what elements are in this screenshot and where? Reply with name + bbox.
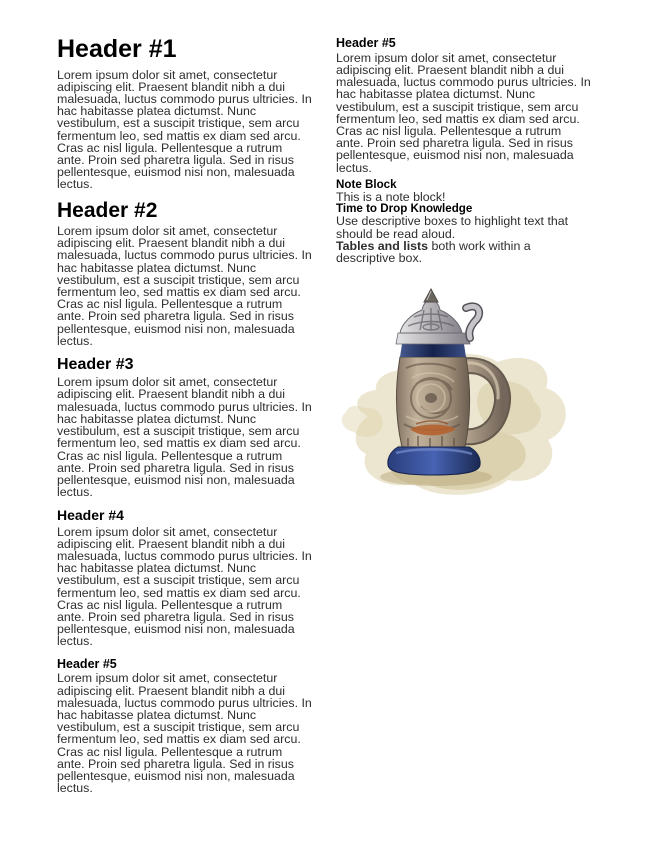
heading-3: Header #3: [57, 355, 134, 373]
paragraph: Lorem ipsum dolor sit amet, consectetur adipiscing elit. Praesent blandit nibh a dui malesuada, luctus commodo purus ultricies. In hac habitasse platea dictumst. Nunc vestibulum, est a suscipit tristique, sem arcu fermentum leo, sed mattis ex diam sed arcu. Cras ac nisl ligula. Pellentesque a rutrum ante. Proin sed pharetra ligula. Sed in risus pellentesque, euismod nisi non, malesuada lectus.: [336, 50, 591, 175]
heading-2: Header #2: [57, 198, 158, 222]
paragraph: Lorem ipsum dolor sit amet, consectetur adipiscing elit. Praesent blandit nibh a dui malesuada, luctus commodo purus ultricies. In hac habitasse platea dictumst. Nunc vestibulum, est a suscipit tristique, sem arcu fermentum leo, sed mattis ex diam sed arcu. Cras ac nisl ligula. Pellentesque a rutrum ante. Proin sed pharetra ligula. Sed in risus pellentesque, euismod nisi non, malesuada lectus.: [57, 67, 312, 192]
tables-lists-rest: both work within a descriptive box.: [336, 238, 531, 265]
stein-top-band: [400, 344, 466, 357]
tables-lists-text: [336, 240, 592, 264]
paragraph: Lorem ipsum dolor sit amet, consectetur adipiscing elit. Praesent blandit nibh a dui malesuada, luctus commodo purus ultricies. In hac habitasse platea dictumst. Nunc vestibulum, est a suscipit tristique, sem arcu fermentum leo, sed mattis ex diam sed arcu. Cras ac nisl ligula. Pellentesque a rutrum ante. Proin sed pharetra ligula. Sed in risus pellentesque, euismod nisi non, malesuada lectus.: [57, 524, 312, 649]
heading-5: Header #5: [336, 36, 396, 50]
heading-4: Header #4: [57, 507, 124, 524]
knowledge-label: Time to Drop Knowledge: [336, 202, 473, 216]
paragraph: Lorem ipsum dolor sit amet, consectetur adipiscing elit. Praesent blandit nibh a dui malesuada, luctus commodo purus ultricies. In hac habitasse platea dictumst. Nunc vestibulum, est a suscipit tristique, sem arcu fermentum leo, sed mattis ex diam sed arcu. Cras ac nisl ligula. Pellentesque a rutrum ante. Proin sed pharetra ligula. Sed in risus pellentesque, euismod nisi non, malesuada lectus.: [57, 375, 312, 500]
note-block-label: Note Block: [336, 177, 397, 191]
heading-1: Header #1: [57, 35, 177, 63]
knowledge-text: Use descriptive boxes to highlight text that should be read aloud.: [336, 214, 569, 241]
tables-lists-bold: Tables and lists: [336, 238, 429, 253]
note-block-text: This is a note block!: [336, 189, 446, 204]
paragraph: Lorem ipsum dolor sit amet, consectetur adipiscing elit. Praesent blandit nibh a dui malesuada, luctus commodo purus ultricies. In hac habitasse platea dictumst. Nunc vestibulum, est a suscipit tristique, sem arcu fermentum leo, sed mattis ex diam sed arcu. Cras ac nisl ligula. Pellentesque a rutrum ante. Proin sed pharetra ligula. Sed in risus pellentesque, euismod nisi non, malesuada lectus.: [57, 223, 312, 348]
left-column: [57, 37, 313, 794]
paragraph: Lorem ipsum dolor sit amet, consectetur adipiscing elit. Praesent blandit nibh a dui malesuada, luctus commodo purus ultricies. In hac habitasse platea dictumst. Nunc vestibulum, est a suscipit tristique, sem arcu fermentum leo, sed mattis ex diam sed arcu. Cras ac nisl ligula. Pellentesque a rutrum ante. Proin sed pharetra ligula. Sed in risus pellentesque, euismod nisi non, malesuada lectus.: [57, 671, 312, 796]
beer-stein-image: [336, 288, 592, 503]
heading-5: Header #5: [57, 656, 117, 671]
right-column: [336, 37, 592, 794]
